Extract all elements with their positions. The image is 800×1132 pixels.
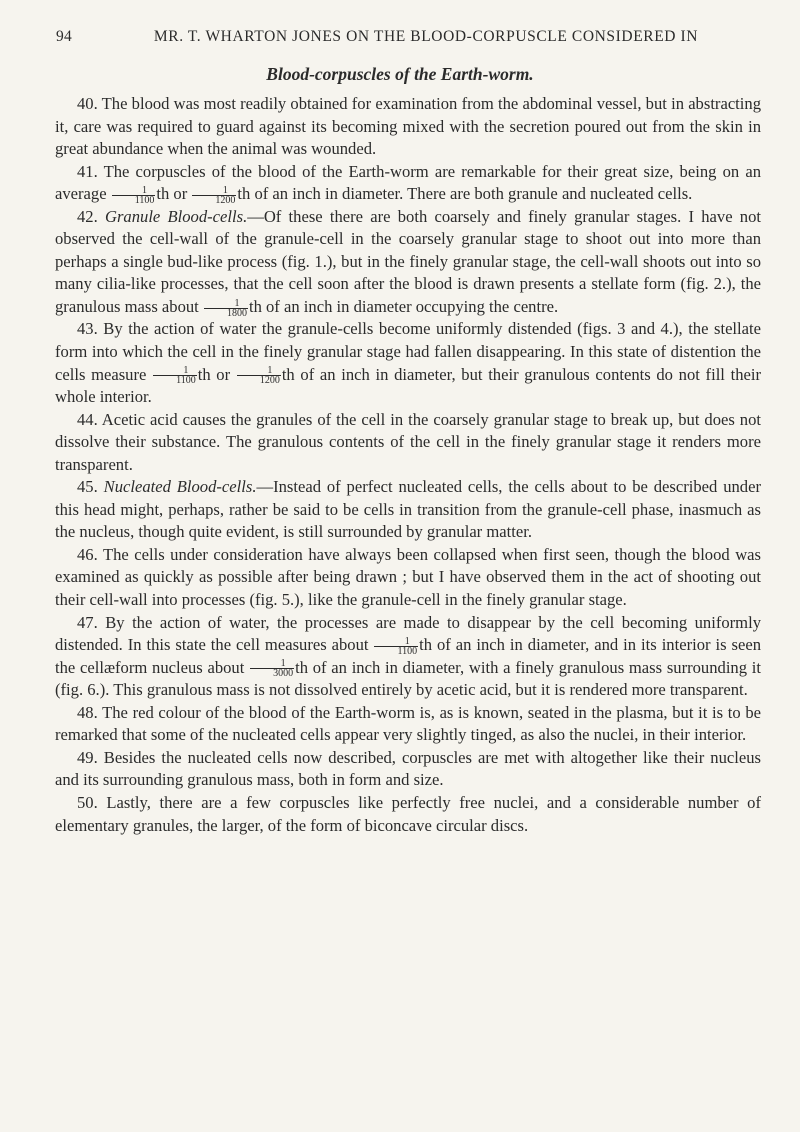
paragraph-48: 48. The red colour of the blood of the Earth-worm is, as is known, seated in the plasma, but it is to be remarked that some of the nucleated cells appear very slightly tinged, as also the nuclei, in their interior. [55,702,761,745]
paragraph-47 [55,612,761,702]
paragraph-42-number: 42. [77,206,98,226]
running-head [56,28,756,54]
paragraph-42-text-b: th of an inch in diameter occupying the centre. [248,296,559,316]
fraction-1-1200 [192,186,236,205]
paragraph-50: 50. Lastly, there are a few corpuscles like perfectly free nuclei, and a considerable number of elementary granules, the larger, of the form of biconcave circular discs. [55,792,761,835]
paragraph-40: 40. The blood was most readily obtained for examination from the abdominal vessel, but in abstracting it, care was required to guard against its becoming mixed with the secretion poured out from the skin in great abundance when the animal was wounded. [55,94,761,159]
paragraph-45-number: 45. [77,477,98,497]
fraction-denominator: 1100 [397,645,418,657]
paragraph-45 [55,476,761,544]
paragraph-43 [55,318,761,408]
paragraph-42-text-a: —Of these there are both coarsely and finely granular stages. I have not observed the cell-wall of the granule-cell in the coarsely granular stage to shoot out into more than perhaps a single bud-like process (fig. 1.), but in the finely granular stage, the cell-wall shoots out into so many cilia-like processes, that the cell soon after the blood is drawn presents a stellate form (fig. 2.), the granulous mass about [55,206,761,316]
paragraph-47-text-c: th of an inch in diameter, with a finely granulous mass surrounding it (fig. 6.). This granulous mass is not dissolved entirely by acetic acid, but it is rendered more transparent. [55,657,761,700]
fraction-numerator: 1 [374,637,418,647]
fraction-1-1100 [153,366,197,385]
paragraph-47-text-a: 47. By the action of water, the processes are made to disappear by the cell becoming uniformly distended. In this state the cell measures about [55,612,761,655]
fraction-denominator: 1100 [176,375,196,387]
fraction-numerator: 1 [112,186,156,196]
body-text [55,93,761,837]
paragraph-45-lead: Nucleated Blood-cells. [103,477,257,497]
paragraph-45-text-a: —Instead of perfect nucleated cells, the cells about to be described under this head might, perhaps, rather be said to be cells in transition from the granule-cell phase, inasmuch as the nucleus, though quite evident, is still surrounded by granular matter. [55,477,761,542]
fraction-1-1100 [374,637,418,656]
paragraph-43-text-a: 43. By the action of water the granule-cells become uniformly distended (figs. 3 and 4.), the stellate form into which the cell in the finely granular stage had fallen disappearing. In this state of distention the cells measure [55,319,761,384]
fraction-denominator: 1200 [215,194,236,206]
section-title: Blood-corpuscles of the Earth-worm. [266,64,534,84]
fraction-numerator: 1 [250,659,294,669]
paragraph-44: 44. Acetic acid causes the granules of the cell in the coarsely granular stage to break up, but does not dissolve their substance. The granulous contents of the cell in the finely granular stage it renders more transparent. [55,409,761,474]
fraction-denominator: 1800 [226,307,247,319]
paragraph-41-text-c: th of an inch in diameter. There are both granule and nucleated cells. [237,184,693,204]
fraction-1-1200 [237,366,281,385]
paragraph-42 [55,206,761,319]
fraction-numerator: 1 [237,366,281,376]
paragraph-49: 49. Besides the nucleated cells now described, corpuscles are met with altogether like their nucleus and its surrounding granulous mass, both in form and size. [55,747,761,790]
paragraph-43-text-c: th of an inch in diameter, but their granulous contents do not fill their whole interior. [55,364,761,407]
paragraph-43-text-b: th or [197,364,236,384]
fraction-denominator: 1100 [134,194,155,206]
fraction-numerator: 1 [192,186,236,196]
page-number: 94 [56,28,73,45]
fraction-denominator: 3000 [273,668,294,680]
fraction-denominator: 1200 [259,375,280,387]
paragraph-47-text-b: th of an inch in diameter, and in its interior is seen the cellæform nucleus about [55,635,762,677]
fraction-numerator: 1 [204,299,248,309]
fraction-1-1800 [204,299,248,318]
fraction-numerator: 1 [153,366,197,376]
running-title: MR. T. WHARTON JONES ON THE BLOOD-CORPUSCLE CONSIDERED IN [153,28,699,45]
paragraph-41-text-b: th or [156,184,192,204]
paragraph-41-text-a: 41. The corpuscles of the blood of the Earth-worm are remarkable for their great size, being on an average [55,161,761,204]
paragraph-46: 46. The cells under consideration have always been collapsed when first seen, though the blood was examined as quickly as possible after being drawn ; but I have observed them in the act of shooting out their cell-wall into processes (fig. 5.), like the granule-cell in the finely granular stage. [55,544,761,610]
paragraph-42-lead: Granule Blood-cells. [104,206,248,226]
paragraph-41 [55,161,761,206]
fraction-1-3000 [250,659,294,678]
fraction-1-1100 [112,186,156,205]
